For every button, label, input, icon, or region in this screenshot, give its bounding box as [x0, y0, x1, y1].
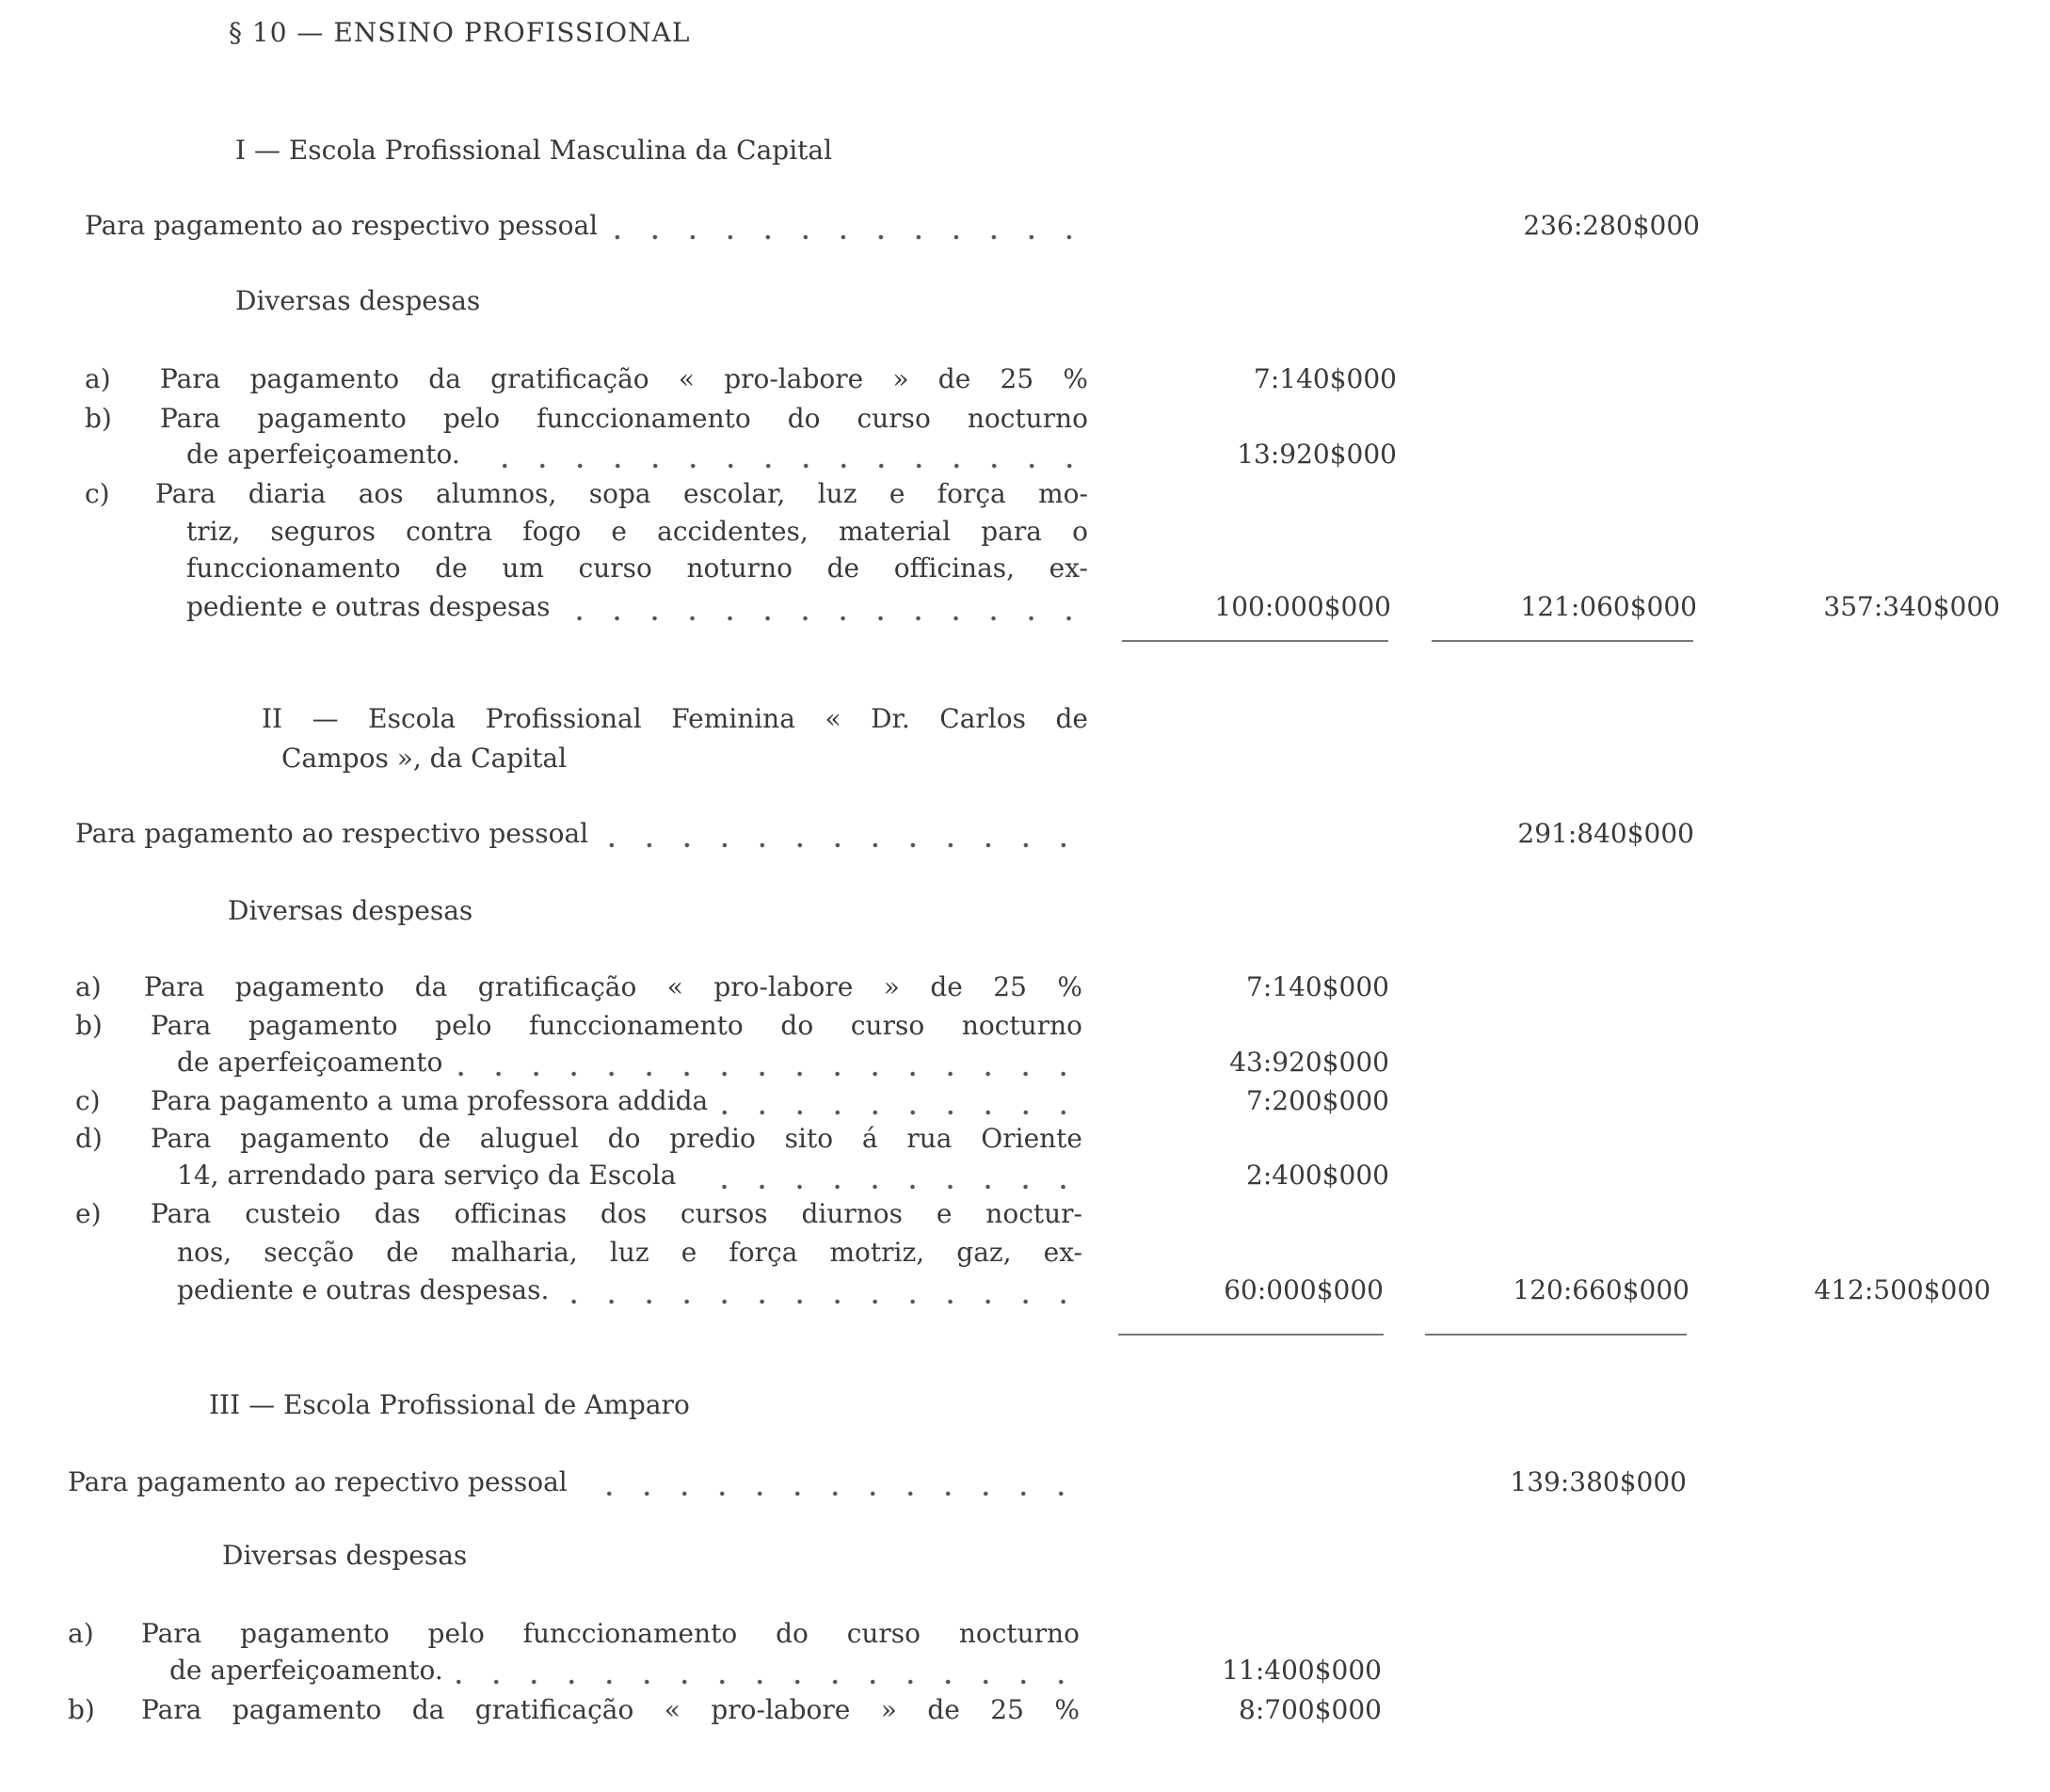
item-amount: 60:000$000: [1224, 1274, 1384, 1305]
item-text: de aperfeiçoamento.: [186, 439, 460, 470]
section-heading: II — Escola Profissional Feminina « Dr. Carlos de: [262, 703, 1088, 734]
item-text: Para pagamento de aluguel do predio sito á rua Oriente: [151, 1123, 1082, 1154]
item-text-leader: [177, 1044, 1082, 1081]
dot-leader: [581, 1464, 1080, 1501]
item-text: 14, arrendado para serviço da Escola: [177, 1160, 677, 1191]
section-total: 357:340$000: [1823, 591, 2000, 622]
sum-rule: [1432, 640, 1693, 642]
item-text: pediente e outras despesas.: [177, 1274, 550, 1305]
item-text-leader: [186, 436, 1088, 473]
personnel-amount: 291:840$000: [1517, 818, 1694, 849]
item-letter: b): [68, 1694, 95, 1725]
section-total: 412:500$000: [1814, 1274, 1991, 1305]
item-text: triz, seguros contra fogo e accidentes, material para o: [186, 516, 1088, 547]
item-text: de aperfeiçoamento: [177, 1047, 443, 1078]
item-letter: b): [85, 403, 112, 434]
item-amount: 11:400$000: [1222, 1655, 1382, 1686]
dot-leader: [689, 1157, 1082, 1194]
item-text: Para pagamento da gratificação « pro-labore » de 25 %: [144, 971, 1082, 1002]
items-total: 120:660$000: [1513, 1274, 1690, 1305]
personnel-label: Para pagamento ao respectivo pessoal: [85, 210, 599, 241]
personnel-line: [68, 1464, 1080, 1501]
sum-rule: [1118, 1334, 1384, 1336]
dot-leader: [721, 1082, 1082, 1120]
item-text: Para pagamento pelo funccionamento do curso nocturno: [160, 403, 1088, 434]
item-text-leader: [151, 1082, 1082, 1120]
subheading: Diversas despesas: [222, 1540, 468, 1571]
section-heading: I — Escola Profissional Masculina da Capital: [235, 135, 833, 166]
item-amount: 13:920$000: [1237, 439, 1397, 470]
subheading: Diversas despesas: [235, 285, 481, 316]
section-heading: III — Escola Profissional de Amparo: [209, 1389, 690, 1420]
item-amount: 2:400$000: [1246, 1160, 1389, 1191]
item-letter: e): [75, 1198, 102, 1229]
item-text-leader: [177, 1272, 1082, 1309]
item-text: Para pagamento da gratificação « pro-labore » de 25 %: [141, 1694, 1080, 1725]
subheading: Diversas despesas: [228, 895, 473, 926]
item-amount: 7:140$000: [1254, 363, 1397, 394]
item-text: Para diaria aos alumnos, sopa escolar, luz e força mo-: [155, 478, 1088, 509]
item-letter: d): [75, 1123, 103, 1154]
item-amount: 7:200$000: [1246, 1085, 1389, 1116]
item-letter: a): [68, 1618, 94, 1649]
item-text: Para custeio das officinas dos cursos diurnos e noctur-: [151, 1198, 1082, 1229]
items-total: 121:060$000: [1520, 591, 1697, 622]
item-text: Para pagamento pelo funccionamento do curso nocturno: [151, 1010, 1082, 1041]
item-letter: a): [75, 971, 102, 1002]
item-letter: b): [75, 1010, 103, 1041]
item-amount: 8:700$000: [1239, 1694, 1382, 1725]
item-amount: 43:920$000: [1229, 1047, 1389, 1078]
dot-leader: [601, 815, 1082, 853]
dot-leader: [473, 436, 1088, 473]
page-title: § 10 — ENSINO PROFISSIONAL: [229, 17, 691, 48]
item-text-leader: [186, 588, 1088, 626]
personnel-line: [85, 207, 1088, 245]
personnel-label: Para pagamento ao repectivo pessoal: [68, 1466, 568, 1497]
item-letter: c): [75, 1085, 101, 1116]
item-text: funccionamento de um curso noturno de officinas, ex-: [186, 552, 1088, 584]
dot-leader: [456, 1652, 1080, 1689]
sum-rule: [1122, 640, 1388, 642]
item-amount: 100:000$000: [1214, 591, 1391, 622]
item-text: Para pagamento a uma professora addida: [151, 1085, 709, 1116]
item-text-leader: [177, 1157, 1082, 1194]
item-text: Para pagamento da gratificação « pro-labore » de 25 %: [160, 363, 1088, 394]
item-text: de aperfeiçoamento.: [169, 1655, 443, 1686]
dot-leader: [563, 588, 1088, 626]
dot-leader: [456, 1044, 1082, 1081]
item-text-leader: [169, 1652, 1080, 1689]
item-text: nos, secção de malharia, luz e força motriz, gaz, ex-: [177, 1237, 1082, 1268]
personnel-line: [75, 815, 1082, 853]
item-text: Para pagamento pelo funccionamento do curso nocturno: [141, 1618, 1080, 1649]
sum-rule: [1425, 1334, 1687, 1336]
personnel-amount: 139:380$000: [1510, 1466, 1687, 1497]
item-amount: 7:140$000: [1246, 971, 1389, 1002]
personnel-amount: 236:280$000: [1523, 210, 1700, 241]
item-text: pediente e outras despesas: [186, 591, 551, 622]
item-letter: c): [85, 478, 110, 509]
section-heading: Campos », da Capital: [281, 743, 568, 774]
item-letter: a): [85, 363, 111, 394]
dot-leader: [611, 207, 1088, 245]
personnel-label: Para pagamento ao respectivo pessoal: [75, 818, 589, 849]
dot-leader: [562, 1272, 1082, 1309]
